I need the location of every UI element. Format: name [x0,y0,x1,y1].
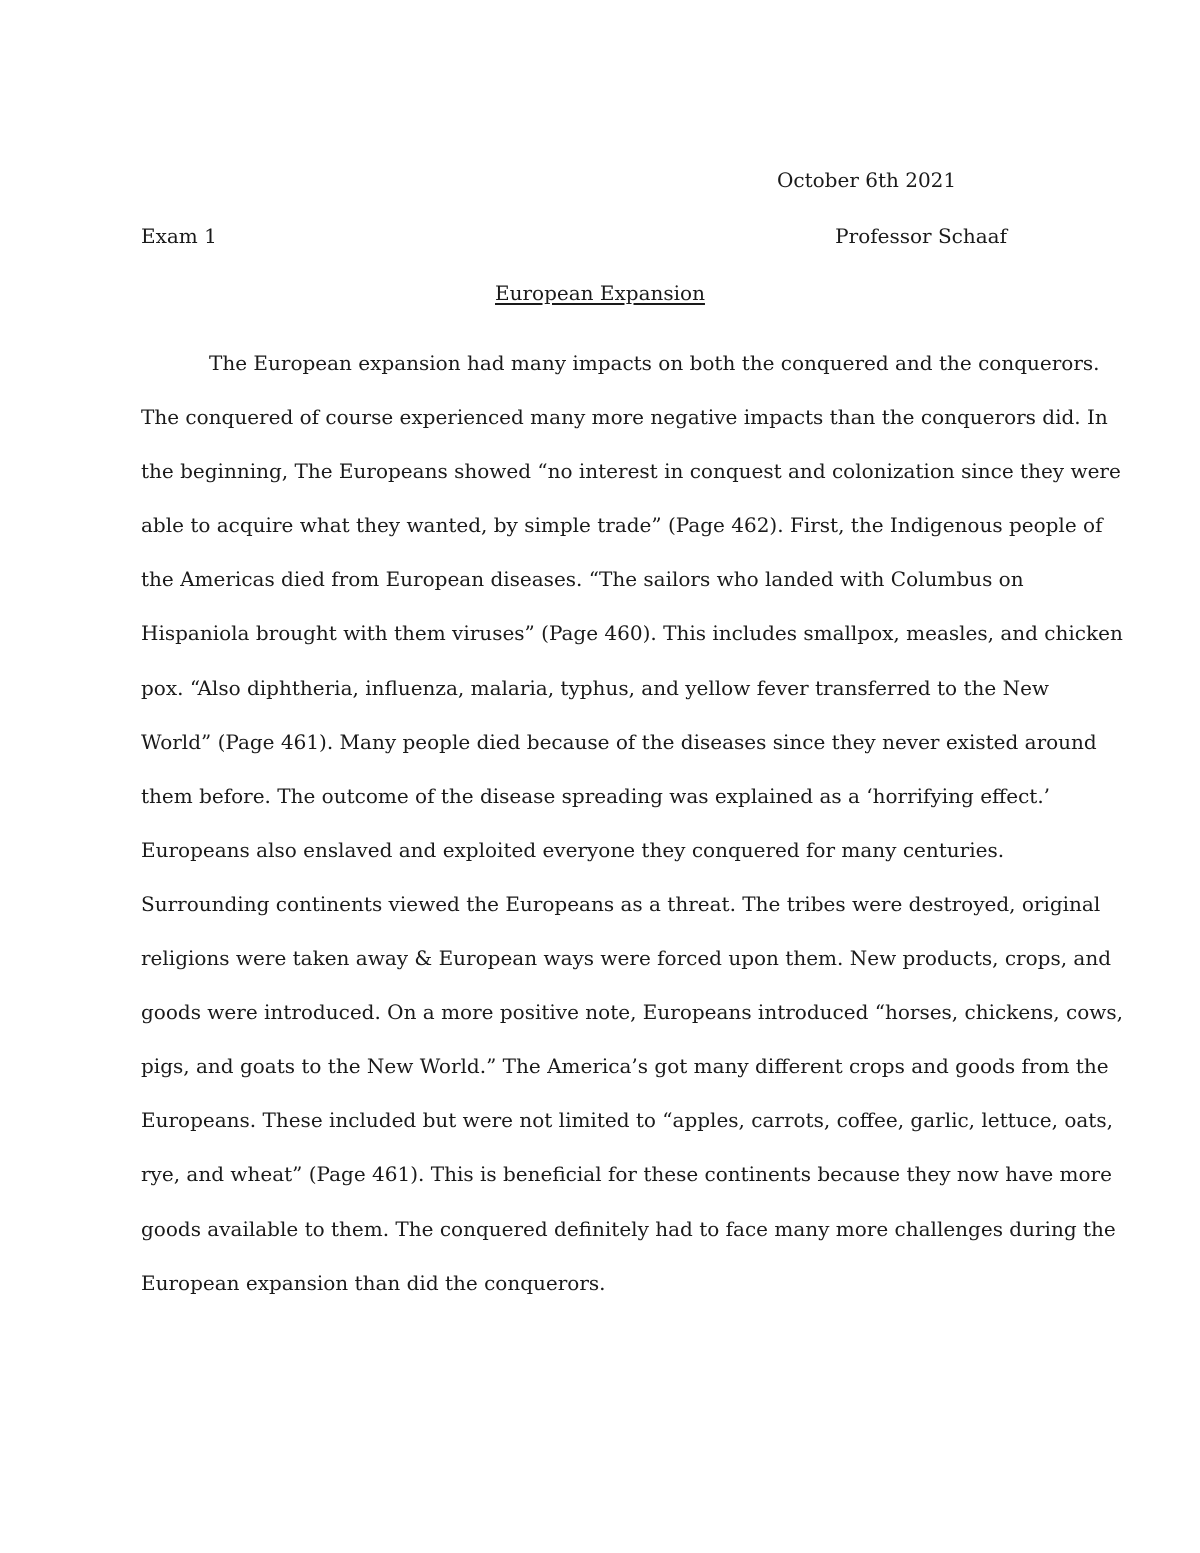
essay-line: The European expansion had many impacts on both the conquered and the conquerors. [209,351,1100,375]
document-date: October 6th 2021 [777,168,957,192]
course-label: Exam 1 [141,224,217,248]
essay-line: rye, and wheat” (Page 461). This is beneficial for these continents because they now have more [141,1162,1112,1187]
essay-body [141,336,1123,1310]
essay-line: pox. “Also diphtheria, influenza, malaria, typhus, and yellow fever transferred to the New [141,675,1050,700]
essay-line: Hispaniola brought with them viruses” (Page 460). This includes smallpox, measles, and chicken [141,621,1123,646]
essay-line: World” (Page 461). Many people died because of the diseases since they never existed around [141,729,1097,754]
essay-line: Europeans also enslaved and exploited everyone they conquered for many centuries. [141,837,1005,862]
essay-line: pigs, and goats to the New World.” The America’s got many different crops and goods from the [141,1054,1109,1079]
essay-line: the beginning, The Europeans showed “no interest in conquest and colonization since they were [141,459,1121,484]
essay-line: Surrounding continents viewed the Europeans as a threat. The tribes were destroyed, original [141,891,1101,916]
header-row [141,222,1007,250]
essay-title [0,279,1200,307]
essay-line: goods were introduced. On a more positive note, Europeans introduced “horses, chickens, cows, [141,1000,1123,1025]
instructor-name: Professor Schaaf [835,224,1007,248]
essay-line: European expansion than did the conquerors. [141,1270,606,1295]
essay-line: the Americas died from European diseases. “The sailors who landed with Columbus on [141,567,1024,592]
essay-line: them before. The outcome of the disease spreading was explained as a ‘horrifying effect.’ [141,783,1051,808]
essay-line: able to acquire what they wanted, by simple trade” (Page 462). First, the Indigenous people of [141,513,1103,538]
essay-line: goods available to them. The conquered definitely had to face many more challenges during the [141,1216,1116,1241]
essay-line: religions were taken away & European ways were forced upon them. New products, crops, and [141,946,1112,971]
essay-title-text: European Expansion [495,281,705,305]
essay-line: The conquered of course experienced many more negative impacts than the conquerors did. In [141,405,1108,430]
essay-line: Europeans. These included but were not limited to “apples, carrots, coffee, garlic, lettuce, oats, [141,1108,1113,1133]
